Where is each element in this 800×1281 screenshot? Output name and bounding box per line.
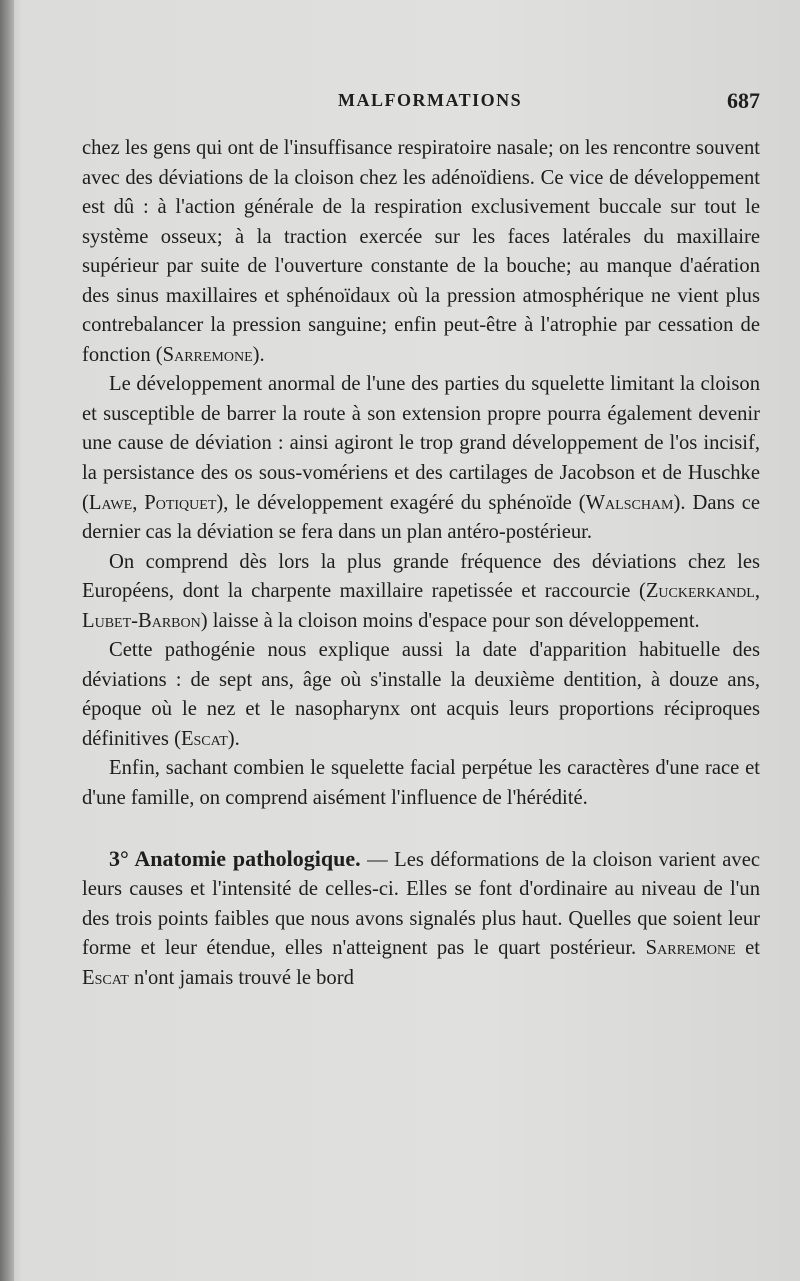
author-name: Escat: [82, 966, 129, 989]
text-run: Cette pathogénie nous explique aussi la date d'apparition habituelle des déviations : de sept ans, âge où s'installe la deuxième dentition, à douze ans, époque où le nez et le nasopharynx ont acquis leurs proportions réciproques définitives (: [82, 639, 760, 750]
author-name: Sarremone: [162, 343, 253, 366]
text-run: ,: [132, 491, 145, 514]
running-title: MALFORMATIONS: [338, 90, 523, 110]
text-run: Enfin, sachant combien le squelette facial perpétue les caractères d'une race et d'une famille, on comprend aisément l'influence de l'hérédité.: [82, 757, 760, 810]
page-number: 687: [727, 88, 760, 113]
author-name: Zuckerkandl: [645, 580, 755, 603]
author-name: Escat: [180, 727, 228, 750]
paragraph-5: [82, 754, 760, 813]
text-run: On comprend dès lors la plus grande fréquence des déviations chez les Européens, dont la charpente maxillaire rapetissée et raccourcie (: [82, 550, 760, 603]
text-run: ).: [252, 343, 265, 366]
text-run: ).: [227, 727, 240, 750]
paragraph-4: [82, 636, 760, 754]
paragraph-1: [82, 134, 760, 370]
paragraph-6: [82, 844, 760, 994]
text-run: — Les déformations de la cloison varient avec leurs causes et l'intensité de celles-ci. Elles se font d'ordinaire au niveau de l'un des trois points faibles que nous avons signalés plus haut. Quelles que soient leur forme et leur étendue, elles n'atteignent pas le quart postérieur.: [82, 848, 760, 960]
section-heading: 3° Anatomie pathologique.: [109, 845, 361, 871]
text-run: ). Dans ce dernier cas la déviation se fera dans un plan antéro-postérieur.: [82, 491, 760, 544]
author-name: Lubet-Barbon: [82, 609, 201, 632]
scan-edge: [0, 0, 14, 1281]
text-run: n'ont jamais trouvé le bord: [128, 966, 354, 989]
page-header: [82, 88, 760, 118]
page-body: [82, 134, 760, 993]
author-name: Walscham: [585, 491, 674, 514]
paragraph-3: [82, 548, 760, 637]
text-run: Le développement anormal de l'une des parties du squelette limitant la cloison et susceptible de barrer la route à son extension propre pourra également devenir une cause de déviation : ainsi agiront le trop grand développement de l'os incisif, la persistance des os sous-vomériens et des cartilages de Jacobson et de Huschke (: [82, 373, 760, 514]
author-name: Sarremone: [645, 937, 736, 960]
author-name: Potiquet: [144, 491, 217, 514]
text-run: ,: [754, 580, 760, 603]
text-run: ), le développement exagéré du sphénoïde (: [216, 491, 586, 514]
text-run: chez les gens qui ont de l'insuffisance respiratoire nasale; on les rencontre souvent avec des déviations de la cloison chez les adénoïdiens. Ce vice de développement est dû : à l'action générale de la respiration exclusivement buccale sur tout le système osseux; à la traction exercée sur les faces latérales du maxillaire supérieur par suite de l'ouverture constante de la bouche; au manque d'aération des sinus maxillaires et sphénoïdaux où la pression atmosphérique ne vient plus contrebalancer la pression sanguine; enfin peut-être à l'atrophie par cessation de fonction (: [82, 137, 760, 366]
paragraph-2: [82, 370, 760, 547]
author-name: Lawe: [88, 491, 133, 514]
text-run: ) laisse à la cloison moins d'espace pour son développement.: [200, 609, 700, 632]
text-run: et: [735, 937, 760, 960]
